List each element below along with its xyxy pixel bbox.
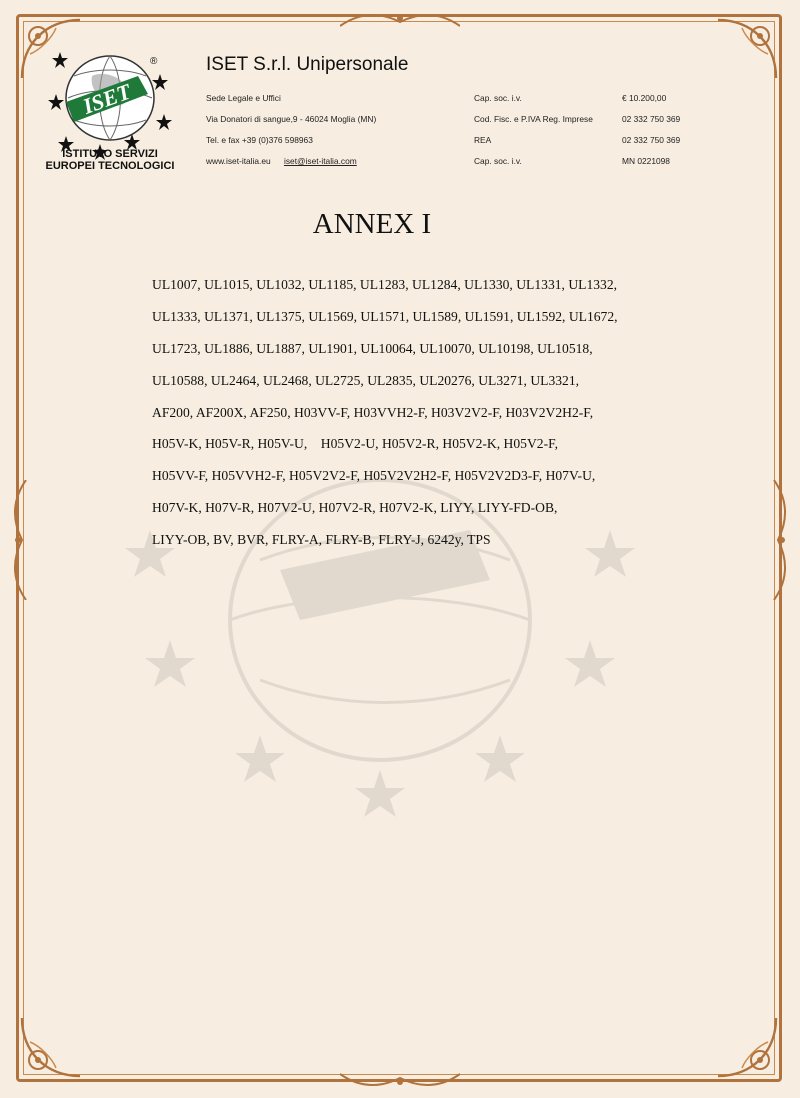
info-value-1: € 10.200,00 (622, 93, 667, 103)
corner-ornament-top-right (712, 14, 782, 84)
right-edge-ornament (770, 480, 792, 600)
logo-registered-mark: ® (150, 56, 158, 67)
annex-line: UL1723, UL1886, UL1887, UL1901, UL10064, UL10070, UL10198, UL10518, (152, 340, 593, 356)
annex-line: UL10588, UL2464, UL2468, UL2725, UL2835, UL20276, UL3271, UL3321, (152, 372, 580, 388)
annex-line: UL1007, UL1015, UL1032, UL1185, UL1283, UL1284, UL1330, UL1331, UL1332, (152, 277, 618, 292)
logo-caption-line-1: ISTITUTO SERVIZI (62, 148, 158, 160)
corner-ornament-bottom-right (712, 1012, 782, 1082)
top-edge-ornament (340, 8, 460, 30)
info-value-3: 02 332 750 369 (622, 135, 681, 145)
info-mid-3: REA (474, 135, 492, 145)
bottom-edge-ornament (340, 1070, 460, 1092)
company-name: ISET S.r.l. Unipersonale (206, 54, 409, 75)
annex-line: UL1333, UL1371, UL1375, UL1569, UL1571, UL1589, UL1591, UL1592, UL1672, (152, 308, 618, 324)
annex-line: H05VV-F, H05VVH2-F, H05V2V2-F, H05V2V2H2-F, H05V2V2D3-F, H07V-U, (152, 468, 596, 484)
info-left-2: Via Donatori di sangue,9 - 46024 Moglia (MN) (206, 114, 377, 124)
info-value-4: MN 0221098 (622, 156, 670, 166)
annex-title: ANNEX I (312, 208, 432, 240)
annex-line: H05V-K, H05V-R, H05V-U, H05V2-U, H05V2-R, H05V2-K, H05V2-F, (152, 436, 558, 452)
logo-caption-line-2: EUROPEI TECNOLOGICI (45, 160, 175, 172)
info-value-2: 02 332 750 369 (622, 114, 681, 124)
annex-line: LIYY-OB, BV, BVR, FLRY-A, FLRY-B, FLRY-J, 6242y, TPS (152, 532, 491, 548)
email-link[interactable]: iset@iset-italia.com (284, 156, 357, 166)
info-mid-1: Cap. soc. i.v. (474, 93, 522, 103)
annex-body (152, 276, 692, 563)
logo-caption (36, 148, 184, 172)
info-mid-2: Cod. Fisc. e P.IVA Reg. Imprese (474, 114, 593, 124)
left-edge-ornament (8, 480, 30, 600)
info-left-3: Tel. e fax +39 (0)376 598963 (206, 135, 313, 145)
website-link[interactable]: www.iset-italia.eu (206, 156, 271, 166)
info-mid-4: Cap. soc. i.v. (474, 156, 522, 166)
annex-line: H07V-K, H07V-R, H07V2-U, H07V2-R, H07V2-K, LIYY, LIYY-FD-OB, (152, 500, 558, 516)
corner-ornament-bottom-left (16, 1012, 86, 1082)
info-left-1: Sede Legale e Uffici (206, 93, 281, 103)
logo-text: ISET (79, 78, 135, 119)
annex-line: AF200, AF200X, AF250, H03VV-F, H03VVH2-F, H03V2V2-F, H03V2V2H2-F, (152, 404, 594, 420)
